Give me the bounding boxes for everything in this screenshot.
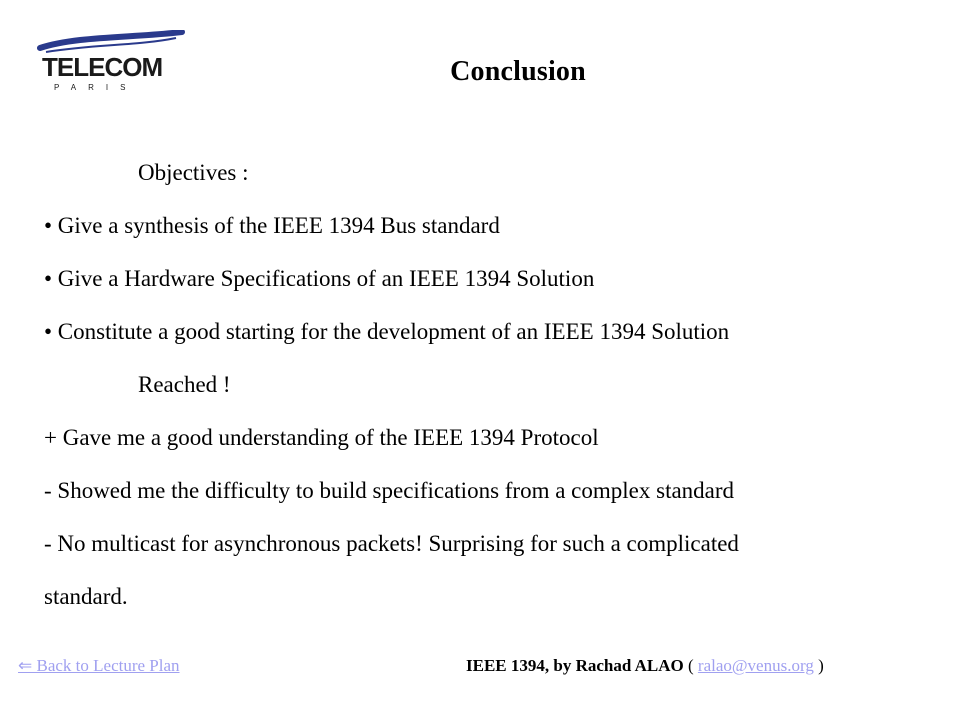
open-paren: ( [688,656,694,675]
email-link[interactable]: ralao@venus.org [697,656,814,675]
svg-text:PARIS: PARIS [54,83,138,92]
reached-label: Reached ! [138,372,231,397]
back-to-lecture-plan[interactable] [18,655,180,677]
svg-text:TELECOM: TELECOM [42,52,163,82]
result-item: - No multicast for asynchronous packets! Surprising for such a complicated [44,531,739,556]
result-item: - Showed me the difficulty to build specifications from a complex standard [44,478,735,503]
objective-item: • Give a Hardware Specifications of an IEEE 1394 Solution [44,266,595,291]
footer-credit [466,655,824,677]
objectives-label: Objectives : [138,160,249,185]
result-item: + Gave me a good understanding of the IEEE 1394 Protocol [44,425,599,450]
close-paren: ) [818,656,824,675]
objective-item: • Give a synthesis of the IEEE 1394 Bus standard [44,213,500,238]
credit-text: IEEE 1394, by Rachad ALAO [466,656,684,675]
objective-item: • Constitute a good starting for the development of an IEEE 1394 Solution [44,319,730,344]
back-to-lecture-plan-link[interactable]: ⇐ Back to Lecture Plan [18,656,180,675]
result-item: standard. [44,584,128,609]
slide-title: Conclusion [450,56,586,87]
